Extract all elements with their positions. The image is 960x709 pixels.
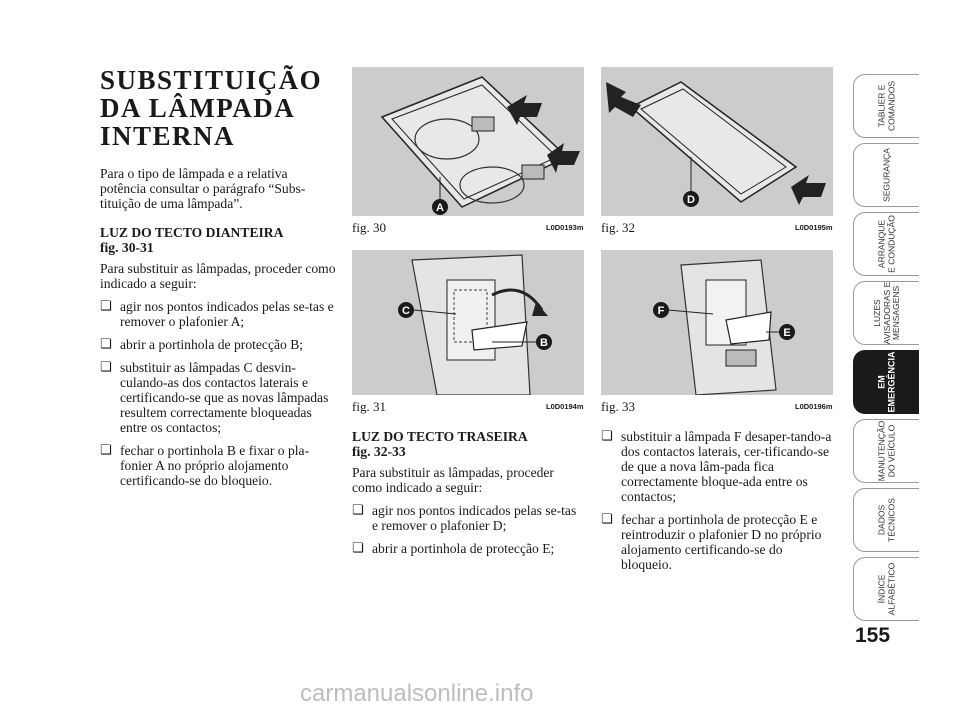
- tab-manutencao-do-veiculo[interactable]: [853, 419, 919, 483]
- callout-e-label: E: [783, 327, 791, 339]
- tab-label: MANUTENÇÃO DO VEÍCULO: [876, 420, 896, 482]
- intro-text: Para o tipo de lâmpada e a relativa potência consultar o parágrafo “Subs-tituição de uma lâmpada”.: [100, 166, 306, 211]
- figure-32-image: [601, 67, 833, 216]
- callout-d-label: D: [687, 194, 695, 206]
- figure-32-caption: fig. 32: [601, 220, 635, 235]
- rear-heading: LUZ DO TECTO TRASEIRA: [352, 429, 528, 444]
- tab-label: ÍNDICE ALFABÉTICO: [876, 562, 896, 616]
- figure-30-code: L0D0193m: [546, 223, 584, 232]
- list-item: ❏ fechar o portinhola B e fixar o pla-fonier A no próprio alojamento certificando-se do bloqueio.: [100, 443, 336, 488]
- tab-label: LUZES AVISADORAS E MENSAGENS: [871, 281, 901, 345]
- rear-steps: [352, 503, 584, 556]
- front-steps: [100, 299, 336, 488]
- figure-30-caption: fig. 30: [352, 220, 386, 235]
- tab-label: EM EMERGÊNCIA: [876, 351, 896, 413]
- lamp-holder-illustration: [352, 250, 584, 395]
- callout-b-label: B: [540, 337, 548, 349]
- list-item: ❏ abrir a portinhola de protecção B;: [100, 337, 336, 352]
- figure-31-image: [352, 250, 584, 395]
- list-item: ❏ fechar a portinhola de protecção E e reintroduzir o plafonier D no próprio alojamento certificando-se do bloqueio.: [601, 512, 833, 572]
- figure-31-code: L0D0194m: [546, 402, 584, 411]
- tab-label: DADOS TÉCNICOS: [876, 498, 896, 542]
- page-number: 155: [855, 624, 891, 647]
- tab-arranque-e-conducao[interactable]: [853, 212, 919, 276]
- list-item: ❏ agir nos pontos indicados pelas se-tas e remover o plafonier A;: [100, 299, 336, 329]
- watermark: carmanualsonline.info: [300, 680, 534, 707]
- rear-lead: Para substituir as lâmpadas, proceder como indicado a seguir:: [352, 465, 554, 495]
- front-lead: Para substituir as lâmpadas, proceder como indicado a seguir:: [100, 261, 336, 291]
- rear-steps-continued: [601, 429, 833, 572]
- list-item: ❏ abrir a portinhola de protecção E;: [352, 541, 584, 556]
- tab-indice-alfabetico[interactable]: [853, 557, 919, 621]
- list-item: ❏ substituir as lâmpadas C desvin-culando-as dos contactos laterais e certificando-se que as novas lâmpadas resultem correctamente bloqueadas entre os contactos;: [100, 360, 336, 435]
- middle-column: [352, 429, 584, 564]
- tab-em-emergencia[interactable]: [853, 350, 919, 414]
- tab-label: SEGURANÇA: [880, 148, 891, 202]
- tab-label: TABLIER E COMANDOS: [876, 80, 896, 132]
- front-heading: LUZ DO TECTO DIANTEIRA: [100, 225, 284, 240]
- figure-33-caption: fig. 33: [601, 399, 635, 414]
- callout-c-label: C: [402, 305, 410, 317]
- tab-label: ARRANQUE E CONDUÇÃO: [876, 215, 896, 273]
- rear-fig-ref: fig. 32-33: [352, 444, 406, 459]
- callout-f-label: F: [657, 305, 665, 317]
- figure-30-image: [352, 67, 584, 216]
- left-column: [100, 166, 336, 496]
- tab-seguranca[interactable]: [853, 143, 919, 207]
- list-item: ❏ substituir a lâmpada F desaper-tando-a dos contactos laterais, cer-tificando-se de que a nova lâm-pada fica correctamente bloque-ada entre os contactos;: [601, 429, 833, 504]
- tab-dados-tecnicos[interactable]: [853, 488, 919, 552]
- list-item: ❏ agir nos pontos indicados pelas se-tas e remover o plafonier D;: [352, 503, 584, 533]
- figure-32-code: L0D0195m: [795, 223, 833, 232]
- page-title: SUBSTITUIÇÃO DA LÂMPADA INTERNA: [100, 65, 323, 151]
- right-column: [601, 429, 833, 580]
- tab-tablier-e-comandos[interactable]: [853, 74, 919, 138]
- figure-33-code: L0D0196m: [795, 402, 833, 411]
- callout-a-label: A: [436, 202, 444, 214]
- front-fig-ref: fig. 30-31: [100, 240, 154, 255]
- rear-lamp-holder-illustration: [601, 250, 833, 395]
- figure-33-image: [601, 250, 833, 395]
- figure-31-caption: fig. 31: [352, 399, 386, 414]
- tab-luzes-avisadoras[interactable]: [853, 281, 919, 345]
- ceiling-light-illustration: [352, 67, 584, 216]
- rear-ceiling-light-illustration: [601, 67, 833, 216]
